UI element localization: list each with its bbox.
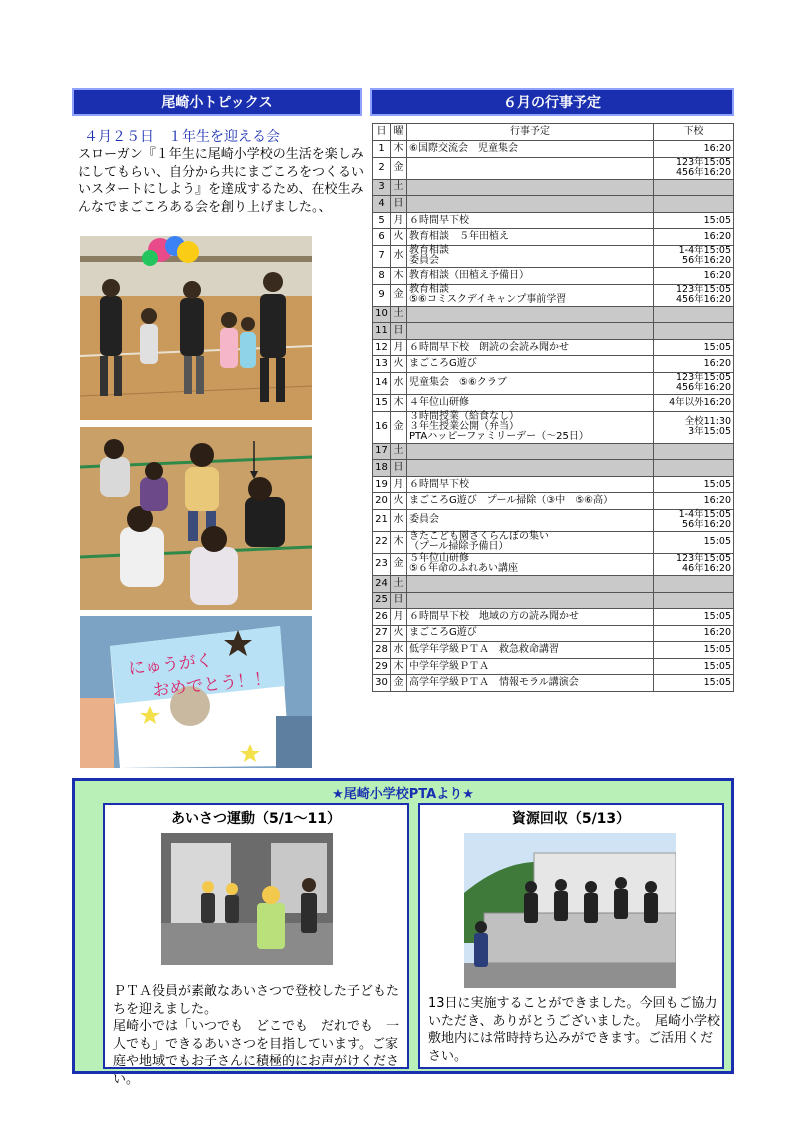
schedule-weekday: 火 <box>391 356 407 373</box>
table-row <box>373 493 734 510</box>
schedule-event: 教育相談 ⑤⑥コミスクデイキャンプ事前学習 <box>407 284 654 306</box>
schedule-dismissal: 1-4年15:05 56年16:20 <box>654 509 734 531</box>
schedule-dismissal: 15:05 <box>654 642 734 659</box>
greeting-campaign-title: あいさつ運動（5/1～11） <box>170 811 342 827</box>
schedule-event: ５年位山研修 ⑤６年命のふれあい講座 <box>407 553 654 575</box>
schedule-day: 9 <box>373 284 391 306</box>
schedule-day: 19 <box>373 476 391 493</box>
table-row <box>373 157 734 179</box>
table-row <box>373 284 734 306</box>
schedule-dismissal <box>654 196 734 213</box>
schedule-dismissal: 15:05 <box>654 675 734 692</box>
table-row <box>373 509 734 531</box>
table-row <box>373 339 734 356</box>
schedule-dismissal: 15:05 <box>654 609 734 626</box>
schedule-dismissal <box>654 575 734 592</box>
schedule-weekday: 土 <box>391 575 407 592</box>
schedule-weekday: 水 <box>391 372 407 394</box>
schedule-day: 14 <box>373 372 391 394</box>
schedule-event: まごころG遊び プール掃除（③中 ⑤⑥高） <box>407 493 654 510</box>
header-dismissal: 下校 <box>654 124 734 141</box>
card-text-line2: おめでとう！！ <box>151 668 272 702</box>
schedule-dismissal: 15:05 <box>654 476 734 493</box>
topic-text: スローガン『１年生に尾崎小学校の生活を楽しみにしてもらい、自分から共にまごころをつくるいいスタートにしよう』を達成するため、在校生みんなでまごころある会を創り上げました。、 <box>78 147 365 215</box>
header-day: 日 <box>373 124 391 141</box>
schedule-day: 23 <box>373 553 391 575</box>
schedule-day: 7 <box>373 245 391 267</box>
welcome-card-photo <box>80 616 312 768</box>
table-row <box>373 531 734 553</box>
schedule-weekday: 火 <box>391 625 407 642</box>
schedule-dismissal <box>654 460 734 477</box>
schedule-dismissal <box>654 592 734 609</box>
table-row <box>373 658 734 675</box>
schedule-day: 26 <box>373 609 391 626</box>
schedule-weekday: 金 <box>391 553 407 575</box>
schedule-dismissal: 123年15:05 456年16:20 <box>654 284 734 306</box>
schedule-event: 教育相談（田植え予備日） <box>407 267 654 284</box>
table-row <box>373 575 734 592</box>
schedule-weekday: 木 <box>391 658 407 675</box>
schedule-day: 10 <box>373 306 391 323</box>
card-text-line1: にゅうがく <box>127 650 214 680</box>
schedule-day: 15 <box>373 394 391 411</box>
recycling-box <box>418 803 724 1069</box>
schedule-day: 28 <box>373 642 391 659</box>
schedule-weekday: 日 <box>391 196 407 213</box>
schedule-day: 30 <box>373 675 391 692</box>
schedule-header: ６月の行事予定 <box>370 88 734 116</box>
schedule-dismissal: 123年15:05 46年16:20 <box>654 553 734 575</box>
schedule-day: 5 <box>373 212 391 229</box>
schedule-weekday: 火 <box>391 229 407 246</box>
table-row <box>373 476 734 493</box>
schedule-day: 21 <box>373 509 391 531</box>
schedule-dismissal: 16:20 <box>654 229 734 246</box>
schedule-weekday: 月 <box>391 476 407 493</box>
schedule-day: 17 <box>373 443 391 460</box>
schedule-dismissal: 15:05 <box>654 531 734 553</box>
table-row <box>373 553 734 575</box>
schedule-event: 委員会 <box>407 509 654 531</box>
topics-header: 尾崎小トピックス <box>72 88 362 116</box>
schedule-day: 2 <box>373 157 391 179</box>
table-row <box>373 141 734 158</box>
schedule-event <box>407 306 654 323</box>
schedule-day: 29 <box>373 658 391 675</box>
table-row <box>373 460 734 477</box>
schedule-day: 3 <box>373 179 391 196</box>
schedule-event: まごころG遊び <box>407 356 654 373</box>
schedule-dismissal: 123年15:05 456年16:20 <box>654 372 734 394</box>
schedule-day: 18 <box>373 460 391 477</box>
children-game-photo <box>80 427 312 610</box>
schedule-event: ⑥国際交流会 児童集会 <box>407 141 654 158</box>
schedule-weekday: 木 <box>391 267 407 284</box>
schedule-weekday: 月 <box>391 212 407 229</box>
table-row <box>373 372 734 394</box>
schedule-weekday: 金 <box>391 157 407 179</box>
header-event: 行事予定 <box>407 124 654 141</box>
schedule-weekday: 木 <box>391 394 407 411</box>
table-row <box>373 179 734 196</box>
table-row <box>373 245 734 267</box>
schedule-day: 4 <box>373 196 391 213</box>
table-header-row <box>373 124 734 141</box>
schedule-event: ６時間早下校 <box>407 476 654 493</box>
schedule-dismissal: 16:20 <box>654 493 734 510</box>
schedule-dismissal <box>654 323 734 340</box>
schedule-weekday: 金 <box>391 675 407 692</box>
schedule-event: 中学年学級ＰＴＡ <box>407 658 654 675</box>
schedule-day: 27 <box>373 625 391 642</box>
table-row <box>373 642 734 659</box>
table-row <box>373 609 734 626</box>
schedule-dismissal: 15:05 <box>654 658 734 675</box>
schedule-event: 教育相談 ５年田植え <box>407 229 654 246</box>
schedule-event <box>407 592 654 609</box>
schedule-event: 児童集会 ⑤⑥クラブ <box>407 372 654 394</box>
schedule-event <box>407 443 654 460</box>
pta-title: ★尾崎小学校PTAより★ <box>332 787 474 802</box>
schedule-dismissal: 16:20 <box>654 356 734 373</box>
schedule-dismissal: 全校11:30 3年15:05 <box>654 411 734 443</box>
schedule-day: 11 <box>373 323 391 340</box>
greeting-campaign-box <box>103 803 409 1087</box>
schedule-weekday: 月 <box>391 339 407 356</box>
schedule-event <box>407 179 654 196</box>
schedule-weekday: 金 <box>391 284 407 306</box>
schedule-day: 16 <box>373 411 391 443</box>
schedule-event: ４年位山研修 <box>407 394 654 411</box>
welcome-event-photo <box>80 236 312 420</box>
schedule-event: ６時間早下校 地域の方の読み聞かせ <box>407 609 654 626</box>
schedule-day: 24 <box>373 575 391 592</box>
pta-section <box>72 778 734 1087</box>
schedule-weekday: 日 <box>391 592 407 609</box>
schedule-event <box>407 157 654 179</box>
topic-date: ４月２５日 １年生を迎える会 <box>84 129 280 145</box>
schedule-dismissal: 4年以外16:20 <box>654 394 734 411</box>
schedule-day: 8 <box>373 267 391 284</box>
schedule-dismissal <box>654 179 734 196</box>
schedule-event: ６時間早下校 <box>407 212 654 229</box>
header-weekday: 曜 <box>391 124 407 141</box>
greeting-campaign-text: ＰＴＡ役員が素敵なあいさつで登校した子どもたちを迎えました。 尾崎小では「いつでも どこでも だれでも 一人でも」できるあいさつを目指しています。ご家庭や地域でもお子さんに積極的にお声がけください。 <box>113 984 400 1087</box>
schedule-weekday: 月 <box>391 609 407 626</box>
schedule-dismissal: 16:20 <box>654 625 734 642</box>
table-row <box>373 323 734 340</box>
schedule-event <box>407 196 654 213</box>
table-row <box>373 394 734 411</box>
schedule-event: ６時間早下校 朗読の会読み聞かせ <box>407 339 654 356</box>
schedule-event: 高学年学級ＰＴＡ 情報モラル講演会 <box>407 675 654 692</box>
schedule-weekday: 水 <box>391 509 407 531</box>
schedule-day: 6 <box>373 229 391 246</box>
table-row <box>373 443 734 460</box>
schedule-day: 13 <box>373 356 391 373</box>
schedule-day: 20 <box>373 493 391 510</box>
schedule-dismissal <box>654 306 734 323</box>
schedule-day: 12 <box>373 339 391 356</box>
table-row <box>373 267 734 284</box>
recycling-text: 13日に実施することができました。今回もご協力いただき、ありがとうございました。 尾崎小学校敷地内には常時持ち込みができます。ご活用ください。 <box>428 996 720 1064</box>
table-row <box>373 592 734 609</box>
table-row <box>373 196 734 213</box>
recycling-photo <box>464 833 676 988</box>
schedule-dismissal: 15:05 <box>654 212 734 229</box>
schedule-event: 教育相談 委員会 <box>407 245 654 267</box>
greeting-campaign-photo <box>161 833 333 965</box>
table-row <box>373 356 734 373</box>
schedule-event: きたこども園さくらんぼの集い （プール掃除予備日） <box>407 531 654 553</box>
table-row <box>373 625 734 642</box>
schedule-event: 低学年学級ＰＴＡ 救急救命講習 <box>407 642 654 659</box>
schedule-weekday: 土 <box>391 306 407 323</box>
schedule-weekday: 日 <box>391 460 407 477</box>
schedule-day: 22 <box>373 531 391 553</box>
schedule-event: まごころG遊び <box>407 625 654 642</box>
recycling-title: 資源回収（5/13） <box>511 811 631 827</box>
schedule-event <box>407 460 654 477</box>
schedule-dismissal: 16:20 <box>654 267 734 284</box>
schedule-dismissal <box>654 443 734 460</box>
schedule-day: 25 <box>373 592 391 609</box>
table-row <box>373 675 734 692</box>
schedule-weekday: 水 <box>391 245 407 267</box>
schedule-dismissal: 1-4年15:05 56年16:20 <box>654 245 734 267</box>
schedule-dismissal: 15:05 <box>654 339 734 356</box>
table-row <box>373 212 734 229</box>
table-row <box>373 229 734 246</box>
schedule-weekday: 日 <box>391 323 407 340</box>
schedule-weekday: 木 <box>391 141 407 158</box>
table-row <box>373 411 734 443</box>
schedule-weekday: 土 <box>391 443 407 460</box>
schedule-weekday: 金 <box>391 411 407 443</box>
schedule-dismissal: 16:20 <box>654 141 734 158</box>
schedule-weekday: 火 <box>391 493 407 510</box>
schedule-weekday: 木 <box>391 531 407 553</box>
schedule-weekday: 土 <box>391 179 407 196</box>
schedule-weekday: 水 <box>391 642 407 659</box>
schedule-event: ３時間授業（給食なし） ３年生授業公開（弁当） PTAハッピーファミリーデー（～25日） <box>407 411 654 443</box>
schedule-day: 1 <box>373 141 391 158</box>
june-schedule-table <box>372 123 734 692</box>
schedule-dismissal: 123年15:05 456年16:20 <box>654 157 734 179</box>
schedule-event <box>407 575 654 592</box>
schedule-event <box>407 323 654 340</box>
table-row <box>373 306 734 323</box>
